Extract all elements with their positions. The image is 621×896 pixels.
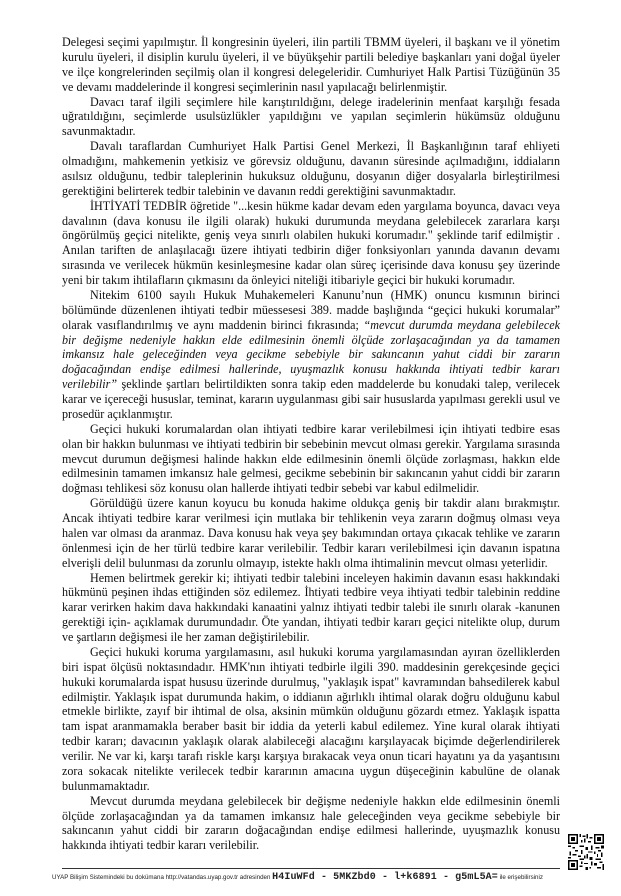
paragraph-text: Davacı taraf ilgili seçimlere hile karıştırıldığını, delege iradelerinin menfaat karşılığı fesada uğratıldığını, seçimlerde usulsüzlükler yapıldığını ve yapılan seçimlerin hükümsüz olduğunu savunmaktadır. bbox=[62, 94, 560, 139]
paragraph-text: Mevcut durumda meydana gelebilecek bir değişme nedeniyle hakkın elde edilmesinin önemli ölçüde zorlaşacağından ya da tamamen imkansız hale geleceğinden veya gecikme sebebiyle bir sakıncanın yahut ciddi bir zararın doğacağından endişe edilmesi hallerinde, uyuşmazlık konusu hakkında ihtiyati tedbir kararı verilebilir. bbox=[62, 793, 560, 853]
qr-code-icon bbox=[568, 834, 604, 870]
paragraph bbox=[62, 422, 560, 496]
paragraph bbox=[62, 288, 560, 422]
paragraph bbox=[62, 794, 560, 854]
paragraph bbox=[62, 571, 560, 645]
footer-divider bbox=[62, 868, 560, 869]
footer-suffix: ile erişebilirsiniz bbox=[499, 874, 543, 881]
paragraph bbox=[62, 35, 560, 95]
paragraph bbox=[62, 645, 560, 794]
paragraph-text: Hemen belirtmek gerekir ki; ihtiyati tedbir talebini inceleyen hakimin davanın esası hakkındaki hükmünü peşinen ihdas ettiğinden söz edilemez. İhtiyati tedbire veya ihtiyati tedbir talebinin reddine karar verirken hakim dava hakkındaki kanaatini yalnız ihtiyati tedbir talebi ile sınırlı olarak -kanunen gerektiği için- açıklamak durumundadır. Öte yandan, ihtiyati tedbir kararı geçici nitelikte olup, durum ve şartların değişmesi ile her zaman değiştirilebilir. bbox=[62, 570, 560, 644]
paragraph bbox=[62, 199, 560, 288]
footer-verification-code: H4IuWFd - 5MKZbd0 - l+k6891 - g5mL5A= bbox=[272, 872, 498, 883]
quoted-text: “mevcut durumda meydana gelebilecek bir değişme nedeniyle hakkın elde edilmesinin önemli ölçüde zorlaşacağından ya da tamamen imkansız hale geleceğinden veya gecikme sebebiyle bir sakıncanın yahut ciddi bir zararın doğacağından endişe edilmesi hallerinde, uyuşmazlık konusu hakkında ihtiyati tedbir kararı verilebilir” bbox=[62, 317, 560, 392]
paragraph-text: Davalı taraflardan Cumhuriyet Halk Partisi Genel Merkezi, İl Başkanlığının taraf ehliyeti olmadığını, mahkemenin yetkisiz ve görevsiz olduğunu, davanın süresinde açılmadığını, iddiaların asılsız olduğunu, tedbir taleplerinin hukuksuz olduğunu, dosyanın diğer dosyalarla birleştirilmesi gerektiğini belirterek tedbir talebinin ve davanın reddi gerektiğini savunmaktadır. bbox=[62, 139, 560, 198]
paragraph-text: İHTİYATİ TEDBİR öğretide "...kesin hükme kadar devam eden yargılama boyunca, davacı veya davalının (dava konusu ile ilgili olarak) hukuki durumunda meydana gelebilecek zararlara karşı öngörülmüş geçici nitelikte, geniş veya sınırlı olabilen hukuki korumadır." şeklinde tarif edilmiştir . Anılan tariften de anlaşılacağı üzere ihtiyati tedbirin diğer fonksiyonları yanında davanın devamı sırasında ve verilecek hükmün kesinleşmesine kadar olan süreç içerisinde dava konusu şey üzerinde yeni bir takım ihtilafların çıkmasını da önleyici niteliği itibariyle geçici bir hukuki korumadır. bbox=[62, 198, 560, 287]
paragraph-text: Geçici hukuki korumalardan olan ihtiyati tedbire karar verilebilmesi için ihtiyati tedbire esas olan bir hakkın bulunması ve ihtiyati tedbirin bir sebebinin mevcut olması gerekir. Yargılama sırasında mevcut durumun değişmesi halinde hakkın elde edilmesinin önemli ölçüde zorlaşması, hakkın elde edilmesinin tamamen imkansız hale gelmesi, gecikme sebebinin bir sakıncanın yahut ciddi bir zararın doğması tehlikesi söz konusu olan hallerde ihtiyati tedbir sebebi var kabul edilmelidir. bbox=[62, 421, 560, 496]
paragraph-text: Delegesi seçimi yapılmıştır. İl kongresinin üyeleri, ilin partili TBMM üyeleri, il başkanı ve il yönetim kurulu üyeleri, il disiplin kurulu üyeleri, il ve büyükşehir partili belediye başkanları yani doğal üyeler ve ilçe kongrelerinden seçilmiş olan il kongresi delegeleridir. Cumhuriyet Halk Partisi Tüzüğünün 35 ve devamı maddelerinde il kongresi seçimlerinin nasıl yapılacağı belirlenmiştir. bbox=[62, 35, 560, 94]
footer-prefix: UYAP Bilişim Sistemindeki bu dokümana http://vatandas.uyap.gov.tr adresinden bbox=[52, 874, 271, 881]
paragraph-text: Geçici hukuki koruma yargılamasını, asıl hukuki koruma yargılamasından ayıran özelliklerden biri ispat ölçüsü noktasındadır. HMK'nın ihtiyati tedbirle ilgili 390. maddesinin gerekçesinde geçici hukuki korumalarda ispat hususu üzerinde durulmuş, "yaklaşık ispat" kavramından bahsedilerek kabul edilmiştir. Yaklaşık ispat durumunda hakim, o iddianın ağırlıklı ihtimal olarak doğru olduğunu kabul etmekle birlikte, zayıf bir ihtimal de olsa, aksinin mümkün olduğunu gözardı etmez. Yaklaşık ispatta tam ispat aranmamakla beraber basit bir iddia da yeterli kabul edilemez. Yine kural olarak ihtiyati tedbir kararı; davacının yaklaşık olarak alabileceği alacağını karşılayacak biçimde değerlendirilerek verilir. Ne var ki, karşı tarafı riskle karşı karşıya bırakacak veya onun ticari hayatını ya da yaşantısını zora sokacak nitelikte verilecek tedbir kararının amacına uygun düşeceğinin kabulüne de olanak bulunmamaktadır. bbox=[62, 644, 560, 793]
paragraph-text: Nitekim 6100 sayılı Hukuk Muhakemeleri Kanunu’nun (HMK) onuncu kısmının birinci bölümünde düzenlenen ihtiyati tedbir müessesesi 389. madde başlığında “geçici hukuki korumalar” olarak vasıflandırılmış ve aynı maddenin birinci fıkrasında; bbox=[62, 287, 560, 332]
paragraph-text: şeklinde şartları belirtildikten sonra takip eden maddelerde bu konudaki talep, verilecek karar ve içereceği hususlar, teminat, kararın uygulanması gibi sair hususlarda yapılması gerekli usul ve prosedür açıklanmıştır. bbox=[62, 377, 560, 421]
document-body bbox=[62, 35, 560, 853]
paragraph bbox=[62, 496, 560, 570]
paragraph bbox=[62, 95, 560, 140]
footer bbox=[52, 872, 612, 883]
paragraph bbox=[62, 139, 560, 199]
paragraph-text: Görüldüğü üzere kanun koyucu bu konuda hakime oldukça geniş bir takdir alanı bırakmıştır. Ancak ihtiyati tedbire karar verilmesi için mutlaka bir tehlikenin veya zararın doğmuş olması veya halen var olması da aranmaz. Dava konusu hak veya şey bakımından ortaya çıkacak tehlike ve zararın önlenmesi için de her türlü tedbire karar verilebilir. Tedbir kararı verilebilmesi için davanın ispatına elverişli delil bulunması da zorunlu olmayıp, istekte haklı olma ihtimalinin mevcut olması yeterlidir. bbox=[62, 496, 560, 570]
